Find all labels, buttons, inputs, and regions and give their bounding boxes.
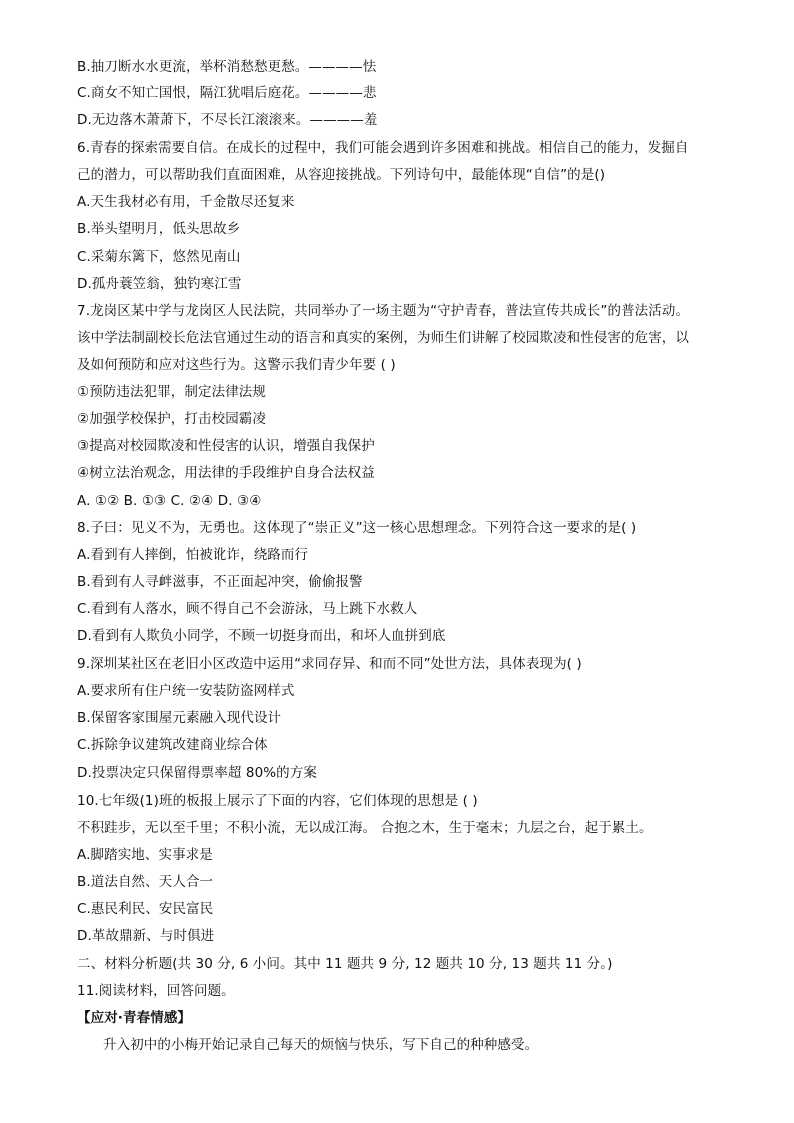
option-10b: B.道法自然、天人合一 xyxy=(77,874,214,890)
option-10a: A.脚踏实地、实事求是 xyxy=(77,847,213,863)
option-6c: C.采菊东篱下，悠然见南山 xyxy=(77,249,241,265)
question-7-stem-line-3: 及如何预防和应对这些行为。这警示我们青少年要 ( ) xyxy=(77,357,396,373)
option-9d: D.投票决定只保留得票率超 80%的方案 xyxy=(77,765,317,781)
question-6-stem-line-1: 6.青春的探索需要自信。在成长的过程中，我们可能会遇到许多困难和挑战。相信自己的能力，发掘自 xyxy=(77,140,689,156)
question-7-stem-line-2: 该中学法制副校长危法官通过生动的语言和真实的案例，为师生们讲解了校园欺凌和性侵害的危害，以 xyxy=(77,330,689,346)
question-6-stem-line-2: 己的潜力，可以帮助我们直面困难，从容迎接挑战。下列诗句中，最能体现“自信”的是() xyxy=(77,167,606,183)
option-10d: D.革故鼎新、与时俱进 xyxy=(77,928,215,944)
option-6a: A.天生我材必有用，千金散尽还复来 xyxy=(77,194,295,210)
option-8c: C.看到有人落水，顾不得自己不会游泳，马上跳下水救人 xyxy=(77,601,418,617)
material-paragraph: 升入初中的小梅开始记录自己每天的烦恼与快乐，写下自己的种种感受。 xyxy=(103,1037,539,1053)
question-10-stem: 10.七年级(1)班的板报上展示了下面的内容，它们体现的思想是 ( ) xyxy=(77,793,478,809)
option-5c: C.商女不知亡国恨，隔江犹唱后庭花。————悲 xyxy=(77,85,377,101)
statement-4: ④树立法治观念，用法律的手段维护自身合法权益 xyxy=(77,465,375,481)
option-6d: D.孤舟蓑笠翁，独钓寒江雪 xyxy=(77,276,242,292)
material-heading: 【应对·青春情感】 xyxy=(77,1010,192,1026)
option-9b: B.保留客家围屋元素融入现代设计 xyxy=(77,710,282,726)
option-6b: B.举头望明月，低头思故乡 xyxy=(77,221,241,237)
statement-2: ②加强学校保护，打击校园霸凌 xyxy=(77,411,267,427)
option-8a: A.看到有人摔倒，怕被讹诈，绕路而行 xyxy=(77,547,309,563)
question-9-stem: 9.深圳某社区在老旧小区改造中运用“求同存异、和而不同”处世方法，具体表现为( ) xyxy=(77,656,582,672)
option-5b: B.抽刀断水水更流，举杯消愁愁更愁。————怯 xyxy=(77,59,377,75)
statement-1: ①预防违法犯罪，制定法律法规 xyxy=(77,384,267,400)
question-11-stem: 11.阅读材料，回答问题。 xyxy=(77,983,235,999)
statement-3: ③提高对校园欺凌和性侵害的认识，增强自我保护 xyxy=(77,438,375,454)
question-8-stem: 8.子曰：见义不为，无勇也。这体现了“崇正义”这一核心思想理念。下列符合这一要求的是( ) xyxy=(77,520,637,536)
question-7-options: A. ①② B. ①③ C. ②④ D. ③④ xyxy=(77,493,262,509)
question-7-stem-line-1: 7.龙岗区某中学与龙岗区人民法院，共同举办了一场主题为“守护青春，普法宣传共成长”的普法活动。 xyxy=(77,303,690,319)
option-8b: B.看到有人寻衅滋事，不正面起冲突，偷偷报警 xyxy=(77,574,363,590)
question-10-quote: 不积跬步，无以至千里；不积小流，无以成江海。 合抱之木，生于毫末；九层之台，起于累土。 xyxy=(77,820,653,836)
option-9c: C.拆除争议建筑改建商业综合体 xyxy=(77,737,268,753)
option-8d: D.看到有人欺负小同学，不顾一切挺身而出，和坏人血拼到底 xyxy=(77,628,446,644)
option-9a: A.要求所有住户统一安装防盗网样式 xyxy=(77,683,295,699)
option-10c: C.惠民利民、安民富民 xyxy=(77,901,214,917)
option-5d: D.无边落木萧萧下，不尽长江滚滚来。————羞 xyxy=(77,112,378,128)
section-2-heading: 二、材料分析题(共 30 分, 6 小问。其中 11 题共 9 分, 12 题共 10 分, 13 题共 11 分。) xyxy=(77,956,613,972)
